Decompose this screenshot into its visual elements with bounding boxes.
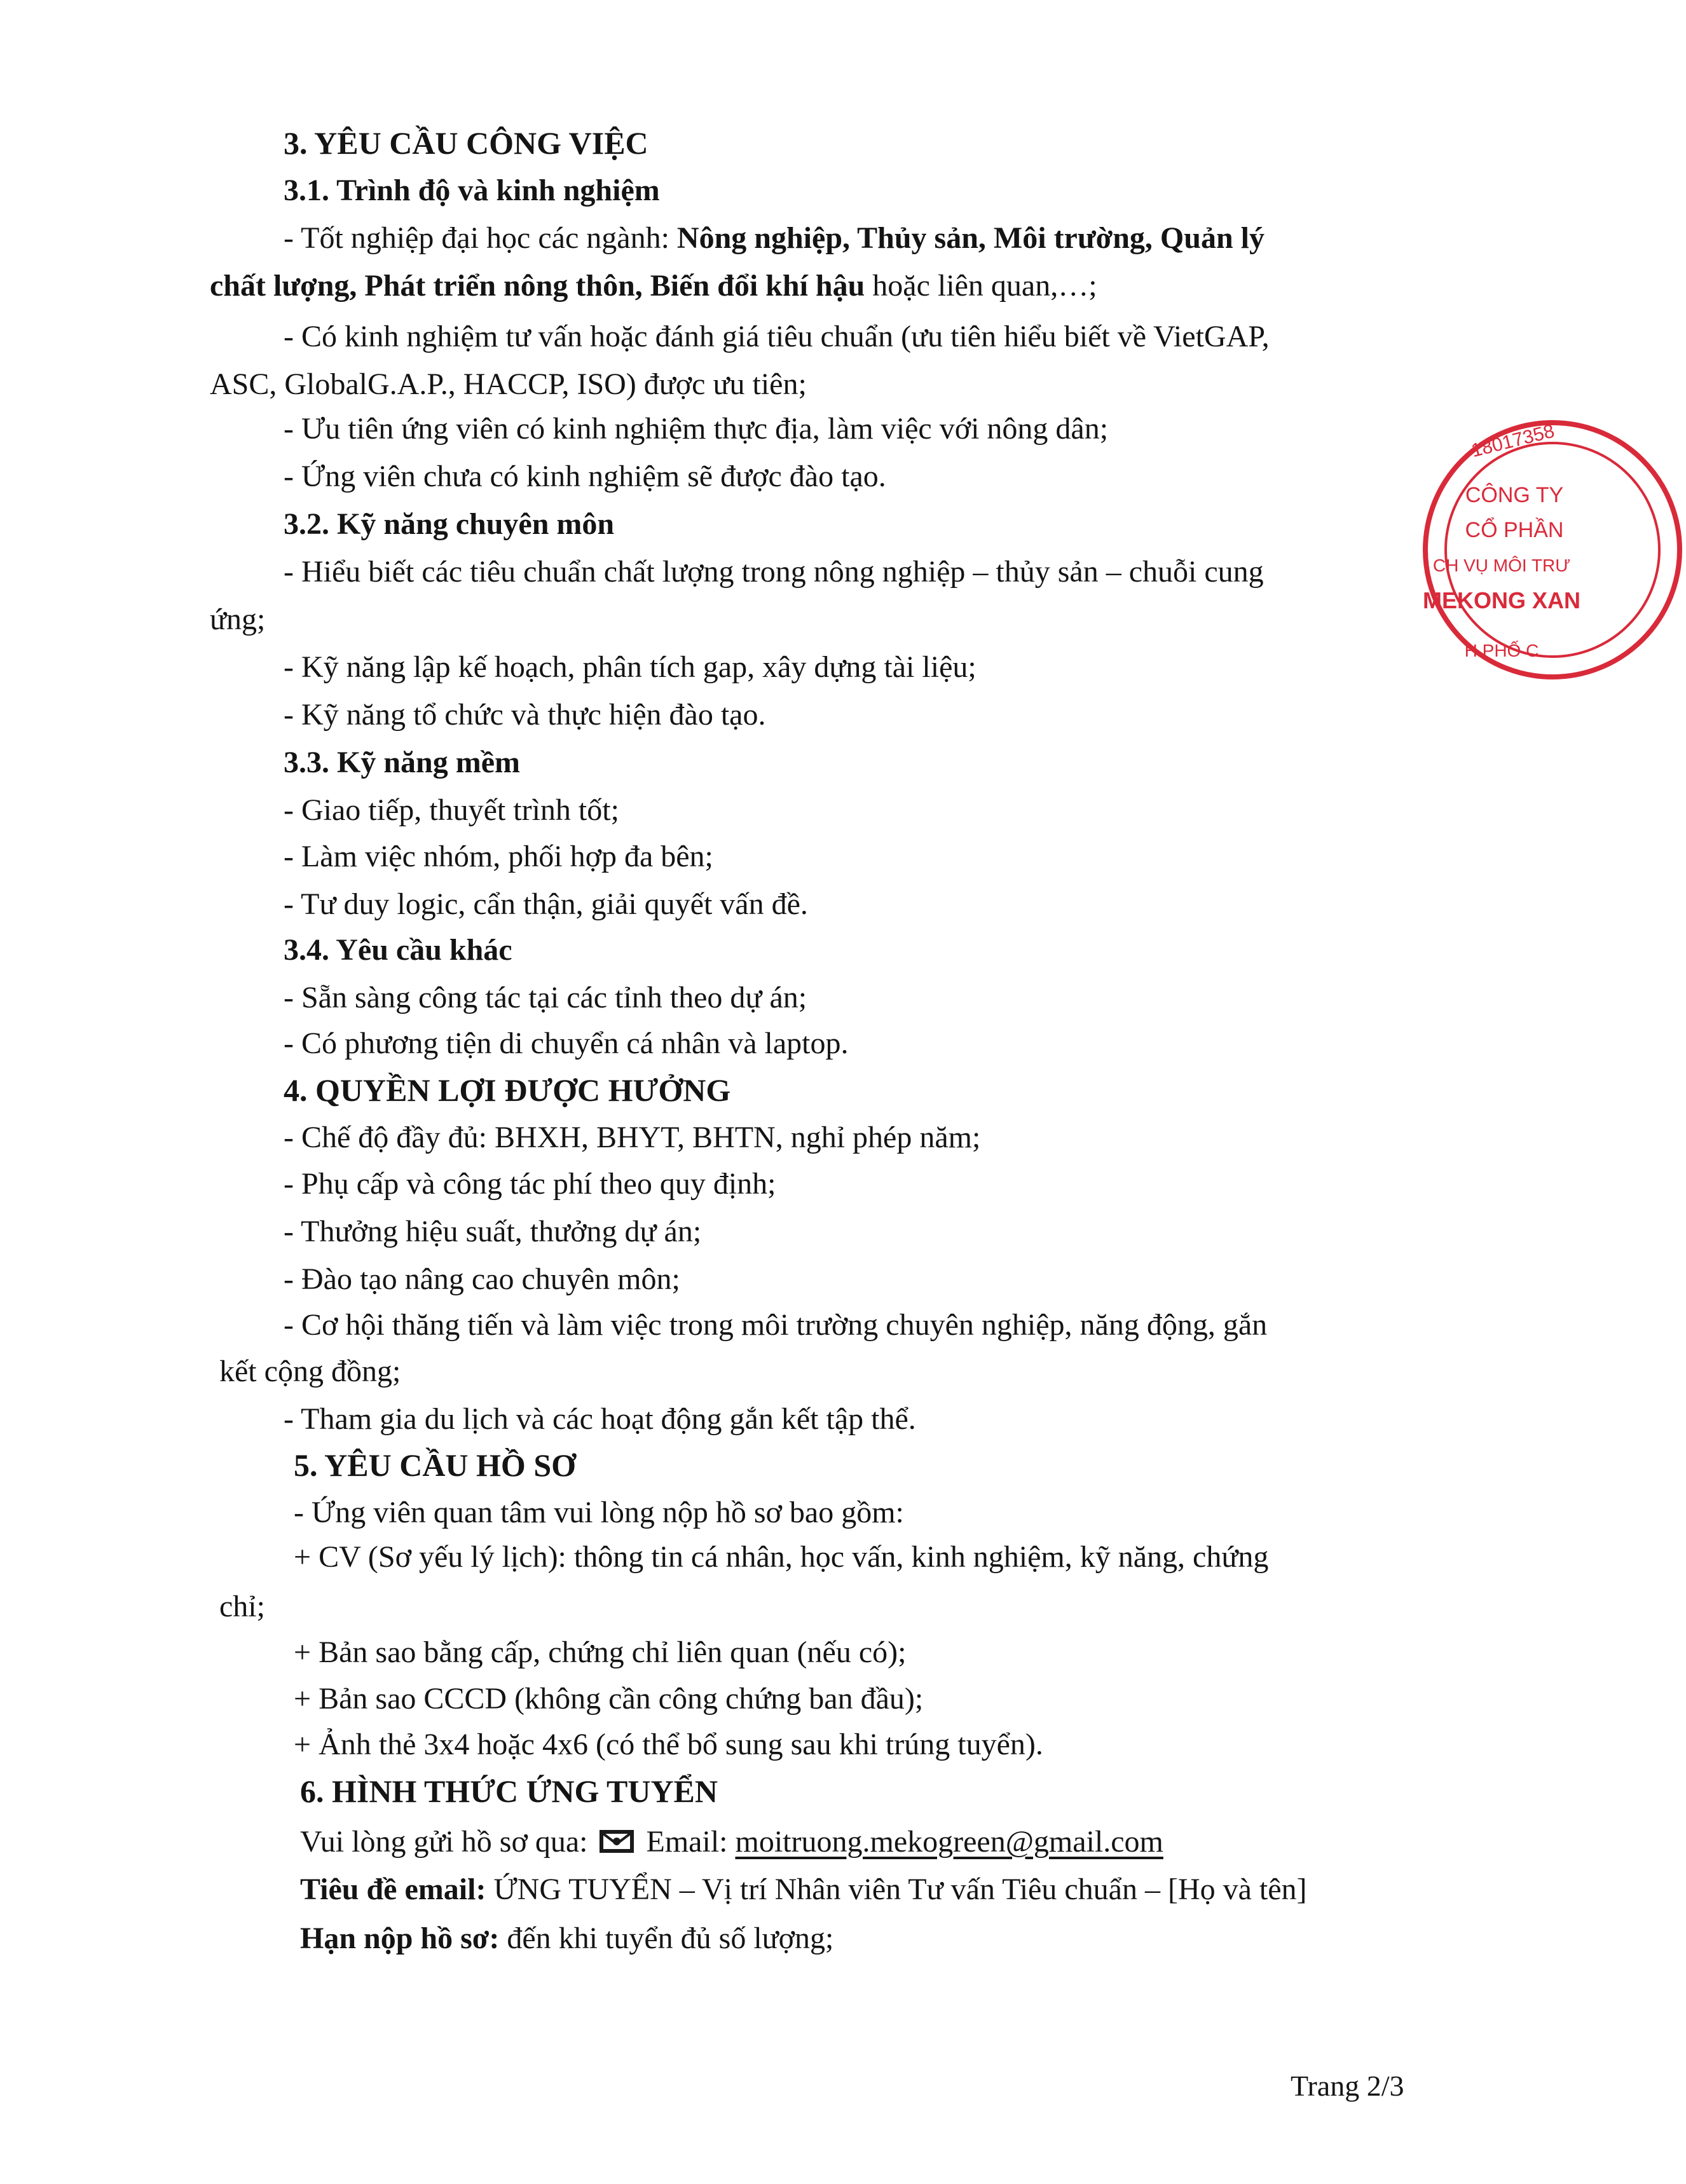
stamp-line-2: CỔ PHẦN: [1465, 518, 1564, 542]
s4-line-7: - Tham gia du lịch và các hoạt động gắn kết tập thể.: [284, 1402, 916, 1436]
s31-line-1-bold: Nông nghiệp, Thủy sản, Môi trường, Quản lý: [676, 221, 1264, 255]
deadline-label: Hạn nộp hồ sơ:: [300, 1921, 500, 1955]
s32-line-1: - Hiểu biết các tiêu chuẩn chất lượng trong nông nghiệp – thủy sản – chuỗi cung: [284, 555, 1264, 589]
s31-line-1: [284, 219, 1264, 257]
stamp-number: 18017358: [1469, 420, 1557, 461]
s31-line-5: - Ưu tiên ứng viên có kinh nghiệm thực địa, làm việc với nông dân;: [284, 412, 1109, 446]
s5-line-2: + CV (Sơ yếu lý lịch): thông tin cá nhân, học vấn, kinh nghiệm, kỹ năng, chứng: [294, 1540, 1269, 1574]
s4-line-4: - Đào tạo nâng cao chuyên môn;: [284, 1262, 680, 1296]
section-3-1-heading: 3.1. Trình độ và kinh nghiệm: [284, 174, 660, 207]
stamp-line-1: CÔNG TY: [1465, 483, 1564, 507]
send-label: Vui lòng gửi hồ sơ qua:: [300, 1825, 588, 1859]
s31-line-2-text: hoặc liên quan,…;: [865, 269, 1097, 303]
section-3-3-heading: 3.3. Kỹ năng mềm: [284, 746, 520, 779]
section-3-heading: 3. YÊU CẦU CÔNG VIỆC: [284, 125, 648, 161]
s5-line-1: - Ứng viên quan tâm vui lòng nộp hồ sơ bao gồm:: [294, 1496, 904, 1529]
s4-line-2: - Phụ cấp và công tác phí theo quy định;: [284, 1167, 776, 1201]
s32-line-4: - Kỹ năng tổ chức và thực hiện đào tạo.: [284, 698, 766, 732]
s32-line-2: ứng;: [210, 603, 266, 636]
section-3-4-heading: 3.4. Yêu cầu khác: [284, 933, 512, 967]
s34-line-1: - Sẵn sàng công tác tại các tỉnh theo dự án;: [284, 981, 807, 1014]
s31-line-6: - Ứng viên chưa có kinh nghiệm sẽ được đào tạo.: [284, 460, 886, 493]
s34-line-2: - Có phương tiện di chuyển cá nhân và laptop.: [284, 1027, 849, 1060]
s6-send-line: [300, 1823, 1163, 1861]
s31-line-3: - Có kinh nghiệm tư vấn hoặc đánh giá tiêu chuẩn (ưu tiên hiểu biết về VietGAP,: [284, 320, 1270, 353]
s5-line-4: + Bản sao bằng cấp, chứng chỉ liên quan (nếu có);: [294, 1635, 907, 1669]
s4-line-3: - Thưởng hiệu suất, thưởng dự án;: [284, 1215, 702, 1248]
email-label: Email:: [646, 1825, 736, 1859]
stamp-line-3: CH VỤ MÔI TRƯ: [1432, 556, 1571, 575]
page-number: Trang 2/3: [1291, 2070, 1404, 2102]
s5-line-5: + Bản sao CCCD (không cần công chứng ban đầu);: [294, 1682, 924, 1716]
section-3-2-heading: 3.2. Kỹ năng chuyên môn: [284, 507, 615, 541]
s33-line-3: - Tư duy logic, cẩn thận, giải quyết vấn đề.: [284, 887, 808, 921]
deadline-text: đến khi tuyển đủ số lượng;: [499, 1921, 834, 1955]
section-4-heading: 4. QUYỀN LỢI ĐƯỢC HƯỞNG: [284, 1072, 731, 1108]
s33-line-2: - Làm việc nhóm, phối hợp đa bên;: [284, 840, 713, 873]
s4-line-6: kết cộng đồng;: [219, 1355, 401, 1388]
email-icon: [598, 1829, 635, 1854]
email-link[interactable]: moitruong.mekogreen@gmail.com: [735, 1825, 1163, 1859]
stamp-line-5: H PHỐ C: [1464, 641, 1539, 660]
stamp-line-4: MEKONG XAN: [1422, 587, 1581, 613]
s31-line-2: [210, 267, 1097, 305]
section-6-heading: 6. HÌNH THỨC ỨNG TUYỂN: [300, 1773, 718, 1809]
s5-line-6: + Ảnh thẻ 3x4 hoặc 4x6 (có thể bổ sung sau khi trúng tuyển).: [294, 1728, 1043, 1761]
s32-line-3: - Kỹ năng lập kế hoạch, phân tích gap, xây dựng tài liệu;: [284, 650, 977, 684]
subject-text: ỨNG TUYỂN – Vị trí Nhân viên Tư vấn Tiêu chuẩn – [Họ và tên]: [486, 1873, 1307, 1906]
s4-line-5: - Cơ hội thăng tiến và làm việc trong môi trường chuyên nghiệp, năng động, gắn: [284, 1308, 1268, 1342]
subject-label: Tiêu đề email:: [300, 1873, 486, 1906]
s33-line-1: - Giao tiếp, thuyết trình tốt;: [284, 793, 619, 827]
s4-line-1: - Chế độ đầy đủ: BHXH, BHYT, BHTN, nghỉ phép năm;: [284, 1121, 981, 1154]
s6-deadline-line: [300, 1920, 833, 1958]
section-5-heading: 5. YÊU CẦU HỒ SƠ: [294, 1447, 577, 1483]
s31-line-4: ASC, GlobalG.A.P., HACCP, ISO) được ưu tiên;: [210, 367, 807, 401]
company-stamp: [1419, 416, 1686, 683]
s6-subject-line: [300, 1871, 1307, 1909]
s31-line-2-bold: chất lượng, Phát triển nông thôn, Biến đổi khí hậu: [210, 269, 865, 303]
s31-line-1-text: - Tốt nghiệp đại học các ngành:: [284, 221, 677, 255]
s5-line-3: chỉ;: [219, 1590, 265, 1623]
